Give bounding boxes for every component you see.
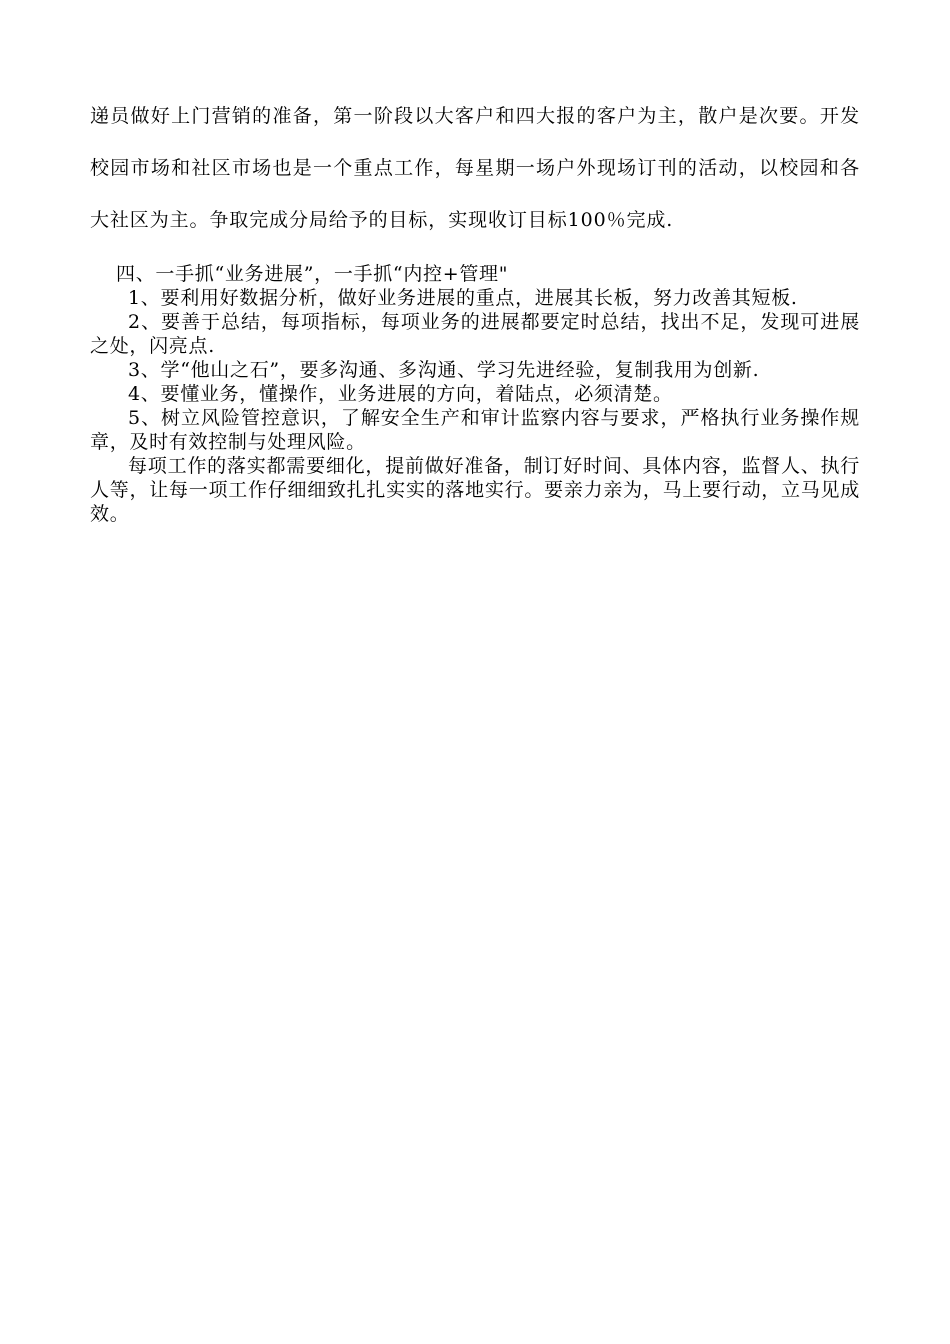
section-heading: 四、一手抓“业务进展”，一手抓“内控+管理" (116, 263, 509, 285)
intro-paragraph: 递员做好上门营销的准备，第一阶段以大客户和四大报的客户为主，散户是次要。开发校园市场和社区市场也是一个重点工作，每星期一场户外现场订刊的活动，以校园和各大社区为主。争取完成分局给予的目标，实现收订目标100％完成. (90, 105, 860, 231)
list-item: 1、要利用好数据分析，做好业务进展的重点，进展其长板，努力改善其短板. (128, 287, 798, 309)
list-item: 3、学“他山之石”，要多沟通、多沟通、学习先进经验，复制我用为创新. (128, 359, 760, 381)
list-item: 5、树立风险管控意识，了解安全生产和审计监察内容与要求，严格执行业务操作规章，及时有效控制与处理风险。 (90, 407, 860, 453)
document-page (90, 90, 860, 526)
closing-paragraph: 每项工作的落实都需要细化，提前做好准备，制订好时间、具体内容，监督人、执行人等，让每一项工作仔细细致扎扎实实的落地实行。要亲力亲为，马上要行动，立马见成效。 (90, 455, 860, 525)
intro-section (90, 90, 860, 246)
list-item: 4、要懂业务，懂操作，业务进展的方向，着陆点，必须清楚。 (128, 383, 673, 405)
list-item: 2、要善于总结，每项指标，每项业务的进展都要定时总结，找出不足，发现可进展之处，闪亮点. (90, 311, 860, 357)
section-four (90, 262, 860, 526)
